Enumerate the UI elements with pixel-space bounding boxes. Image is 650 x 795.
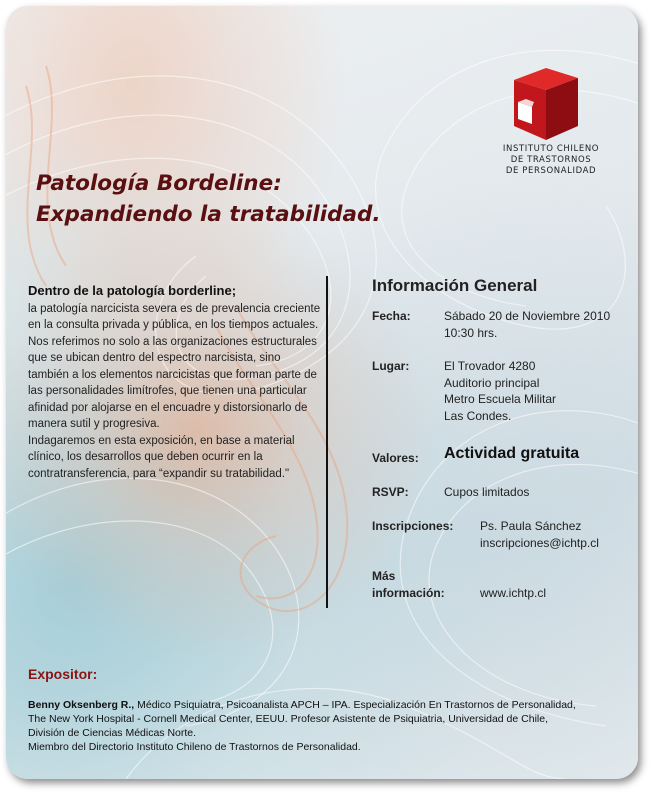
rsvp-label: RSVP: (372, 485, 409, 499)
event-title (36, 168, 381, 230)
lugar-line-1: El Trovador 4280 (444, 359, 536, 373)
title-line-2: Expandiendo la tratabilidad. (36, 202, 381, 227)
bio-line-3: División de Ciencias Médicas Norte. (28, 727, 197, 739)
bio-line-1-text: Médico Psiquiatra, Psicoanalista APCH – IPA. Especialización En Trastornos de Personalidad, (134, 699, 576, 711)
intro-text (28, 283, 323, 482)
logo-line-3: DE PERSONALIDAD (505, 166, 597, 176)
column-divider (326, 276, 328, 608)
lugar-line-2: Auditorio principal (444, 375, 540, 390)
info-title: Información General (372, 276, 538, 295)
intro-paragraph-1: la patología narcicista severa es de prevalencia creciente en la consulta privada y pública, en los tiempos actuales. (28, 302, 321, 331)
lugar-line-4: Las Condes. (444, 408, 512, 423)
fecha-line-1: Sábado 20 de Noviembre 2010 (444, 309, 611, 323)
intro-heading: Dentro de la patología borderline; (28, 283, 237, 298)
logo-line-1: INSTITUTO CHILENO (502, 144, 600, 154)
expositor-heading: Expositor: (28, 666, 98, 682)
valores-value: Actividad gratuita (444, 445, 580, 462)
fecha-line-2: 10:30 hrs. (444, 325, 498, 340)
website-link[interactable]: www.ichtp.cl (480, 585, 547, 600)
logo-line-2: DE TRASTORNOS (510, 155, 592, 165)
logo-text (476, 144, 626, 177)
flyer-card (6, 6, 638, 779)
bio-line-4: Miembro del Directorio Instituto Chileno de Trastornos de Personalidad. (28, 741, 361, 753)
red-cube-logo-icon (504, 62, 584, 142)
intro-paragraph-3: Indagaremos en esta exposición, en base a material clínico, los desarrollos que deben ocurrir en la contratransferencia, para “expandir su tratabilidad." (28, 434, 295, 480)
expositor-name: Benny Oksenberg R., (28, 699, 135, 711)
expositor-bio (28, 698, 633, 754)
valores-label: Valores: (372, 451, 419, 465)
bio-line-2: The New York Hospital - Cornell Medical Center, EEUU. Profesor Asistente de Psiquiatria, Universidad de Chile, (28, 713, 548, 725)
mas-label-line-1: Más (372, 569, 396, 583)
info-panel (372, 276, 632, 600)
bio-line-1 (28, 698, 633, 712)
intro-paragraph-2: Nos referimos no solo a las organizaciones estructurales que se ubican dentro del espectro narcisista, sino también a los elementos narcicistas que forman parte de las personalidades limítrofes, que tienen una particular afinidad por alojarse en el encuadre y distorsionarlo de manera sutil y progresiva. (28, 335, 317, 430)
inscripciones-email[interactable]: inscripciones@ichtp.cl (480, 535, 599, 550)
title-line-1: Patología Bordeline: (36, 171, 282, 196)
fecha-label: Fecha: (372, 309, 411, 323)
lugar-label: Lugar: (372, 359, 410, 373)
lugar-line-3: Metro Escuela Militar (444, 392, 557, 406)
inscripciones-label: Inscripciones: (372, 519, 454, 533)
inscripciones-line-1: Ps. Paula Sánchez (480, 519, 582, 533)
mas-label-line-2: información: (372, 585, 445, 600)
rsvp-value: Cupos limitados (444, 485, 530, 499)
